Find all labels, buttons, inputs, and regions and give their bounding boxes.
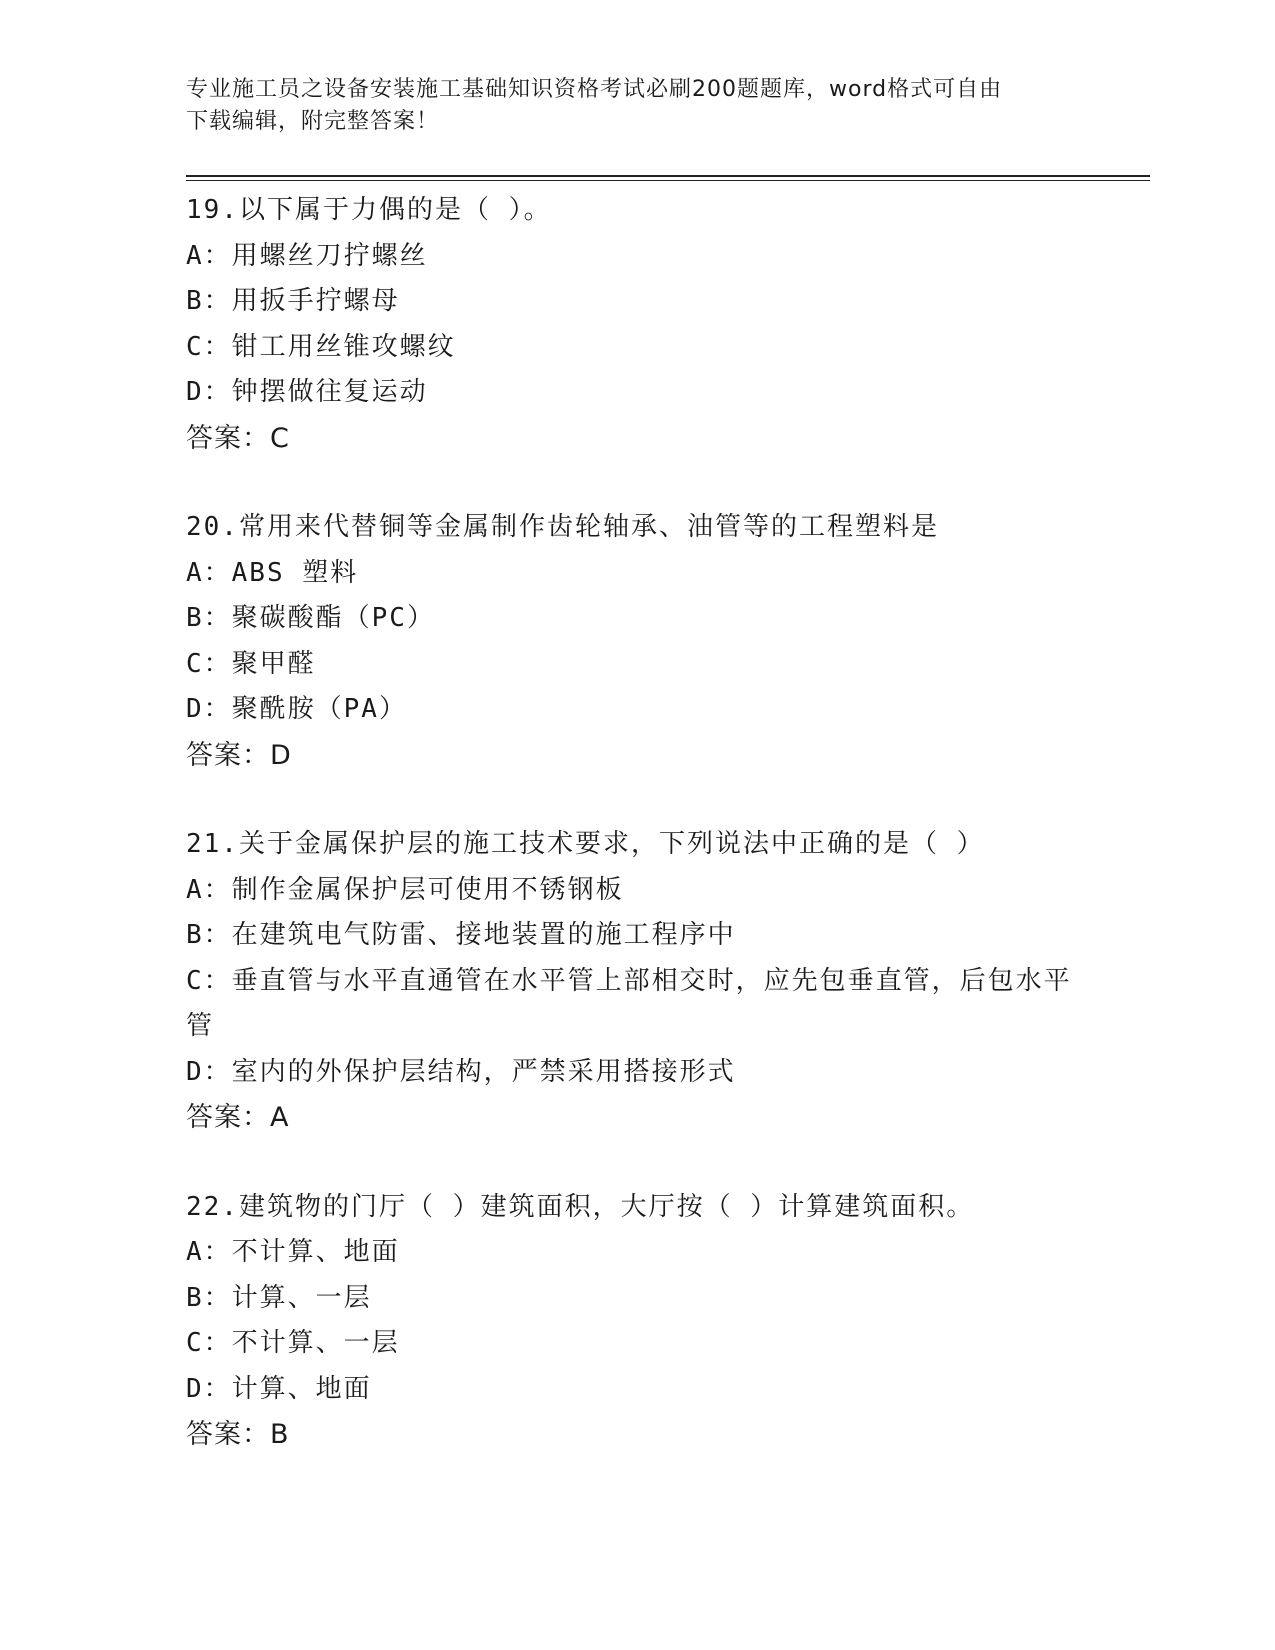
question-19 [186, 188, 1086, 461]
question-22 [186, 1185, 1086, 1458]
question-spacer [186, 1141, 1086, 1185]
question-stem: 20.常用来代替铜等金属制作齿轮轴承、油管等的工程塑料是 [186, 512, 939, 542]
option-a: A：用螺丝刀拧螺丝 [186, 240, 428, 271]
option-c: C：聚甲醛 [186, 648, 316, 679]
question-20 [186, 505, 1086, 778]
option-a: A：制作金属保护层可使用不锈钢板 [186, 874, 624, 905]
question-stem: 21.关于金属保护层的施工技术要求，下列说法中正确的是（ ） [186, 829, 985, 859]
answer-label: 答案：D [186, 739, 292, 771]
question-spacer [186, 461, 1086, 505]
option-c: C：钳工用丝锥攻螺纹 [186, 331, 456, 362]
header-divider-thin [186, 180, 1150, 181]
option-c: C：不计算、一层 [186, 1328, 400, 1358]
answer-label: 答案：A [186, 1102, 290, 1133]
header-divider-thick [186, 175, 1150, 177]
option-b: B：用扳手拧螺母 [186, 286, 400, 316]
option-b: B：计算、一层 [186, 1282, 372, 1313]
option-b: B：在建筑电气防雷、接地装置的施工程序中 [186, 920, 736, 950]
question-stem: 19.以下属于力偶的是（ ）。 [186, 195, 552, 225]
header-title-line-1: 专业施工员之设备安装施工基础知识资格考试必刷200题题库，word格式可自由 [186, 77, 1003, 102]
question-21 [186, 822, 1086, 1141]
option-d: D：室内的外保护层结构，严禁采用搭接形式 [186, 1056, 736, 1087]
answer-label: 答案：C [186, 422, 290, 454]
option-d: D：钟摆做往复运动 [186, 377, 428, 407]
option-c: C：垂直管与水平直通管在水平管上部相交时，应先包垂直管，后包水平管 [186, 965, 1072, 1041]
option-a: A：ABS 塑料 [186, 557, 359, 588]
question-list [186, 188, 1086, 1458]
question-stem: 22.建筑物的门厅（ ）建筑面积，大厅按（ ）计算建筑面积。 [186, 1191, 975, 1222]
header-title-line-2: 下载编辑，附完整答案！ [186, 109, 440, 134]
option-b: B：聚碳酸酯（PC） [186, 603, 435, 633]
question-spacer [186, 778, 1086, 822]
option-d: D：计算、地面 [186, 1373, 372, 1404]
option-a: A：不计算、地面 [186, 1237, 400, 1267]
document-header [186, 74, 1066, 138]
answer-label: 答案：B [186, 1419, 290, 1450]
option-d: D：聚酰胺（PA） [186, 694, 407, 724]
